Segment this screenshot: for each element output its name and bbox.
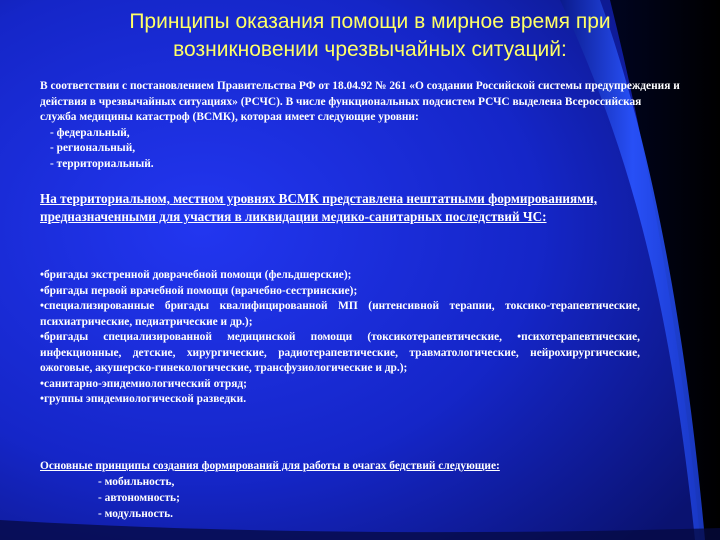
- level-item: - региональный,: [50, 142, 136, 155]
- principles-section: [40, 458, 640, 522]
- principle-item: - модульность.: [98, 508, 173, 520]
- list-item: •бригады специализированной медицинской помощи (токсикотерапевтические, •психотерапевтические, инфекционные, детские, хирургические, радиотерапевтические, травматологические, нейрохирургические, ожоговые, акушерско-гинекологические, трансфузиологические и др.);: [40, 331, 640, 374]
- title-line-2: возникновении чрезвычайных ситуаций:: [173, 38, 567, 61]
- intro-paragraph: [40, 79, 680, 173]
- list-item: •специализированные бригады квалифицированной МП (интенсивной терапии, токсико-терапевтические, психиатрические, педиатрические и др.);: [40, 300, 640, 328]
- level-item: - федеральный,: [50, 126, 130, 139]
- list-item: •группы эпидемиологической разведки.: [40, 393, 247, 405]
- principle-item: - автономность;: [98, 492, 180, 504]
- territorial-paragraph: На территориальном, местном уровнях ВСМК представлена нештатными формированиями, предназначенными для участия в ликвидации медико-санитарных последствий ЧС:: [40, 191, 598, 224]
- intro-text: В соответствии с постановлением Правительства РФ от 18.04.92 № 261 «О создании Российской системы предупреждения и действия в чрезвычайных ситуациях» (РСЧС). В числе функциональных подсистем РСЧС выделена Всероссийская служба медицины катастроф (ВСМК), которая имеет следующие уровни:: [40, 80, 680, 124]
- title-line-1: Принципы оказания помощи в мирное время при: [129, 10, 611, 33]
- principles-heading: Основные принципы создания формирований для работы в очагах бедствий следующие:: [40, 460, 500, 472]
- level-item: - территориальный.: [50, 157, 154, 170]
- slide-title: [50, 8, 690, 64]
- list-item: •бригады первой врачебной помощи (врачебно-сестринские);: [40, 284, 358, 297]
- principle-item: - мобильность,: [98, 476, 175, 488]
- list-item: •бригады экстренной доврачебной помощи (фельдшерские);: [40, 269, 352, 281]
- units-list: [40, 268, 640, 408]
- list-item: •санитарно-эпидемиологический отряд;: [40, 377, 247, 390]
